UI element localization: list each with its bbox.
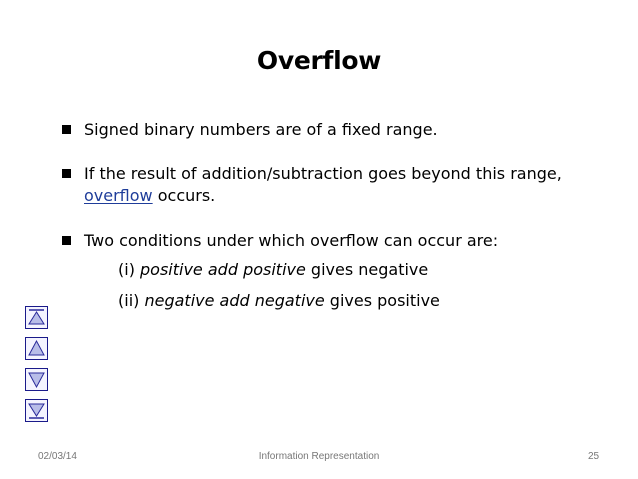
footer-page-number: 25	[588, 451, 600, 462]
condition-2	[118, 290, 440, 312]
condition-1-prefix: (i)	[118, 260, 141, 279]
bullet-text-2	[84, 163, 622, 207]
bullet-text-3: Two conditions under which overflow can occur are:	[84, 231, 499, 250]
footer-title: Information Representation	[258, 451, 380, 462]
bullet-text-1: Signed binary numbers are of a fixed range.	[84, 120, 438, 139]
bullet-text-2-rest: occurs.	[152, 186, 216, 205]
condition-1-suffix: gives negative	[305, 260, 429, 279]
next-slide-icon	[26, 369, 47, 390]
nav-last-slide-button[interactable]	[25, 399, 48, 422]
overflow-link[interactable]: overflow	[84, 186, 153, 205]
slide-title: Overflow	[256, 46, 382, 75]
condition-2-prefix: (ii)	[118, 291, 145, 310]
bullet-item-1	[62, 119, 622, 141]
last-slide-icon	[26, 400, 47, 421]
condition-2-italic: negative add negative	[144, 291, 325, 310]
bullet-item-2	[62, 163, 622, 207]
nav-first-slide-button[interactable]	[25, 306, 48, 329]
square-bullet-icon	[62, 169, 71, 178]
footer-date: 02/03/14	[38, 451, 77, 462]
condition-1-italic: positive add positive	[140, 260, 306, 279]
nav-previous-slide-button[interactable]	[25, 337, 48, 360]
bullet-item-3	[62, 230, 622, 252]
condition-2-suffix: gives positive	[324, 291, 440, 310]
square-bullet-icon	[62, 236, 71, 245]
condition-1	[118, 259, 428, 281]
nav-next-slide-button[interactable]	[25, 368, 48, 391]
bullet-text-2-line1: If the result of addition/subtraction goes beyond this range,	[84, 164, 562, 183]
square-bullet-icon	[62, 125, 71, 134]
first-slide-icon	[26, 307, 47, 328]
previous-slide-icon	[26, 338, 47, 359]
